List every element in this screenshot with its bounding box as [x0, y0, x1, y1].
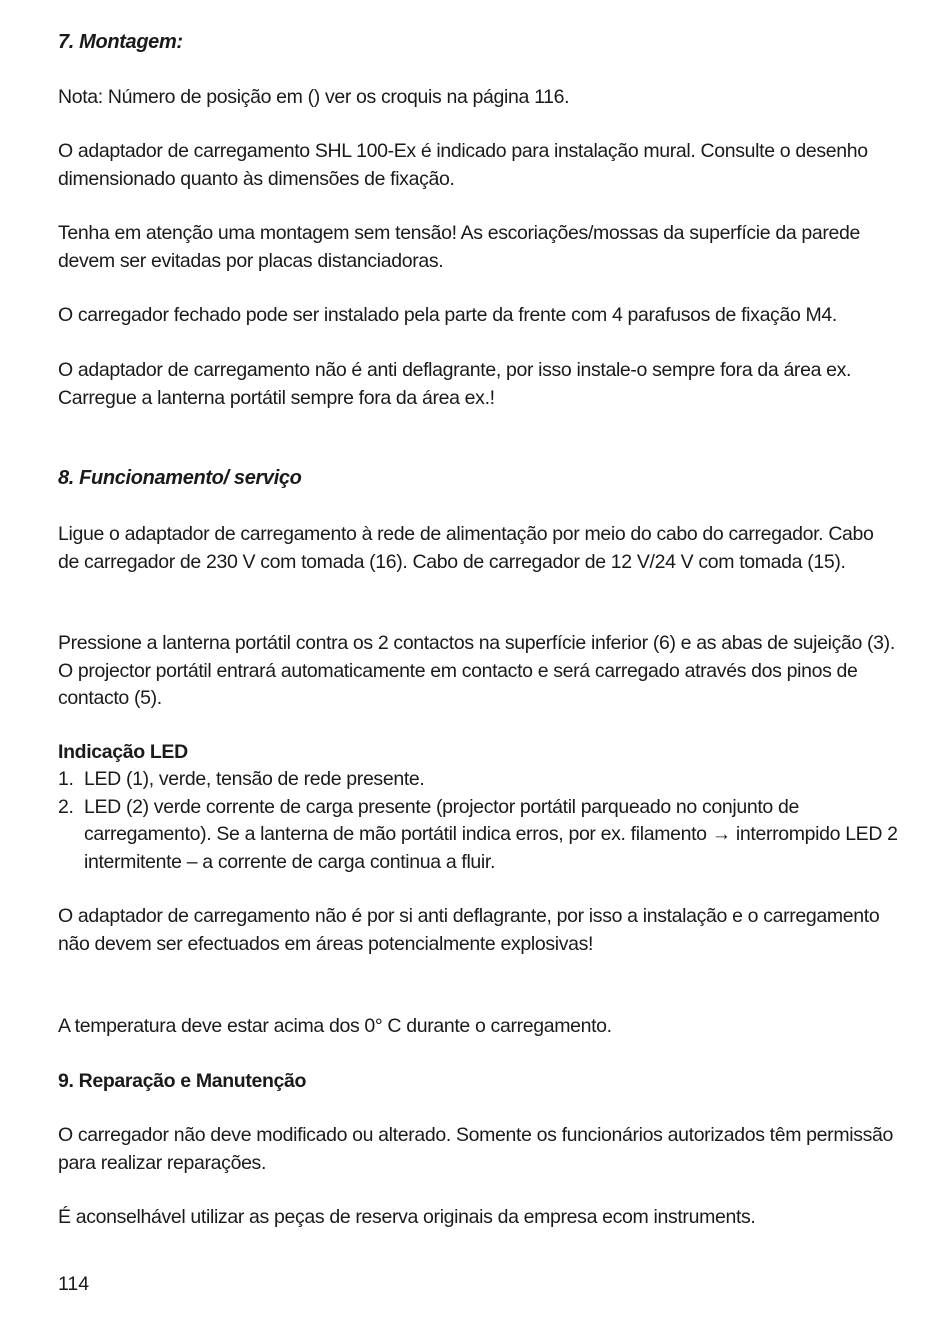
section-8-warning: O adaptador de carregamento não é por si anti deflagrante, por isso a instalação e o carregamento não devem ser efectuados em áreas potencialmente explosivas! [58, 905, 880, 955]
section-7-paragraph-screws: O carregador fechado pode ser instalado pela parte da frente com 4 parafusos de fixação M4. [58, 304, 837, 326]
list-item-text: LED (1), verde, tensão de rede presente. [84, 768, 425, 790]
section-8-paragraph-connect: Ligue o adaptador de carregamento à rede de alimentação por meio do cabo do carregador. Cabo de carregador de 230 V com tomada (16). Cabo de carregador de 12 V/24 V com tomada (15). [58, 523, 874, 573]
led-indication-heading: Indicação LED [58, 741, 188, 763]
list-item-text: LED (2) verde corrente de carga presente (projector portátil parqueado no conjunto de carregamento). Se a lanterna de mão portátil indica erros, por ex. filamento → interrompido LED 2 intermitente – a corrente de carga continua a fluir. [84, 795, 898, 873]
page-number: 114 [58, 1273, 90, 1295]
list-item [58, 794, 898, 877]
section-7-paragraph-ex-area: O adaptador de carregamento não é anti deflagrante, por isso instale-o sempre fora da área ex. Carregue a lanterna portátil sempre fora da área ex.! [58, 359, 852, 409]
section-7-paragraph-tension: Tenha em atenção uma montagem sem tensão! As escoriações/mossas da superfície da parede devem ser evitadas por placas distanciadoras. [58, 222, 861, 272]
led-list [58, 766, 898, 876]
section-8-heading: 8. Funcionamento/ serviço [58, 467, 302, 489]
section-9-paragraph-modification: O carregador não deve modificado ou alterado. Somente os funcionários autorizados têm permissão para realizar reparações. [58, 1124, 893, 1174]
section-9-paragraph-spare-parts: É aconselhável utilizar as peças de reserva originais da empresa ecom instruments. [58, 1206, 756, 1228]
section-7-note: Nota: Número de posição em () ver os croquis na página 116. [58, 86, 570, 108]
list-item-number: 1. [58, 768, 74, 790]
section-7-heading: 7. Montagem: [58, 31, 183, 53]
section-7-paragraph-wall-mount: O adaptador de carregamento SHL 100-Ex é indicado para instalação mural. Consulte o desenho dimensionado quanto às dimensões de fixação. [58, 140, 868, 190]
section-8-temperature: A temperatura deve estar acima dos 0° C durante o carregamento. [58, 1015, 612, 1037]
section-8-paragraph-press: Pressione a lanterna portátil contra os 2 contactos na superfície inferior (6) e as abas de sujeição (3). O projector portátil entrará automaticamente em contacto e será carregado através dos pinos de contacto (5). [58, 632, 895, 709]
list-item [58, 766, 898, 794]
section-9-heading: 9. Reparação e Manutenção [58, 1070, 307, 1092]
list-item-number: 2. [58, 795, 74, 818]
